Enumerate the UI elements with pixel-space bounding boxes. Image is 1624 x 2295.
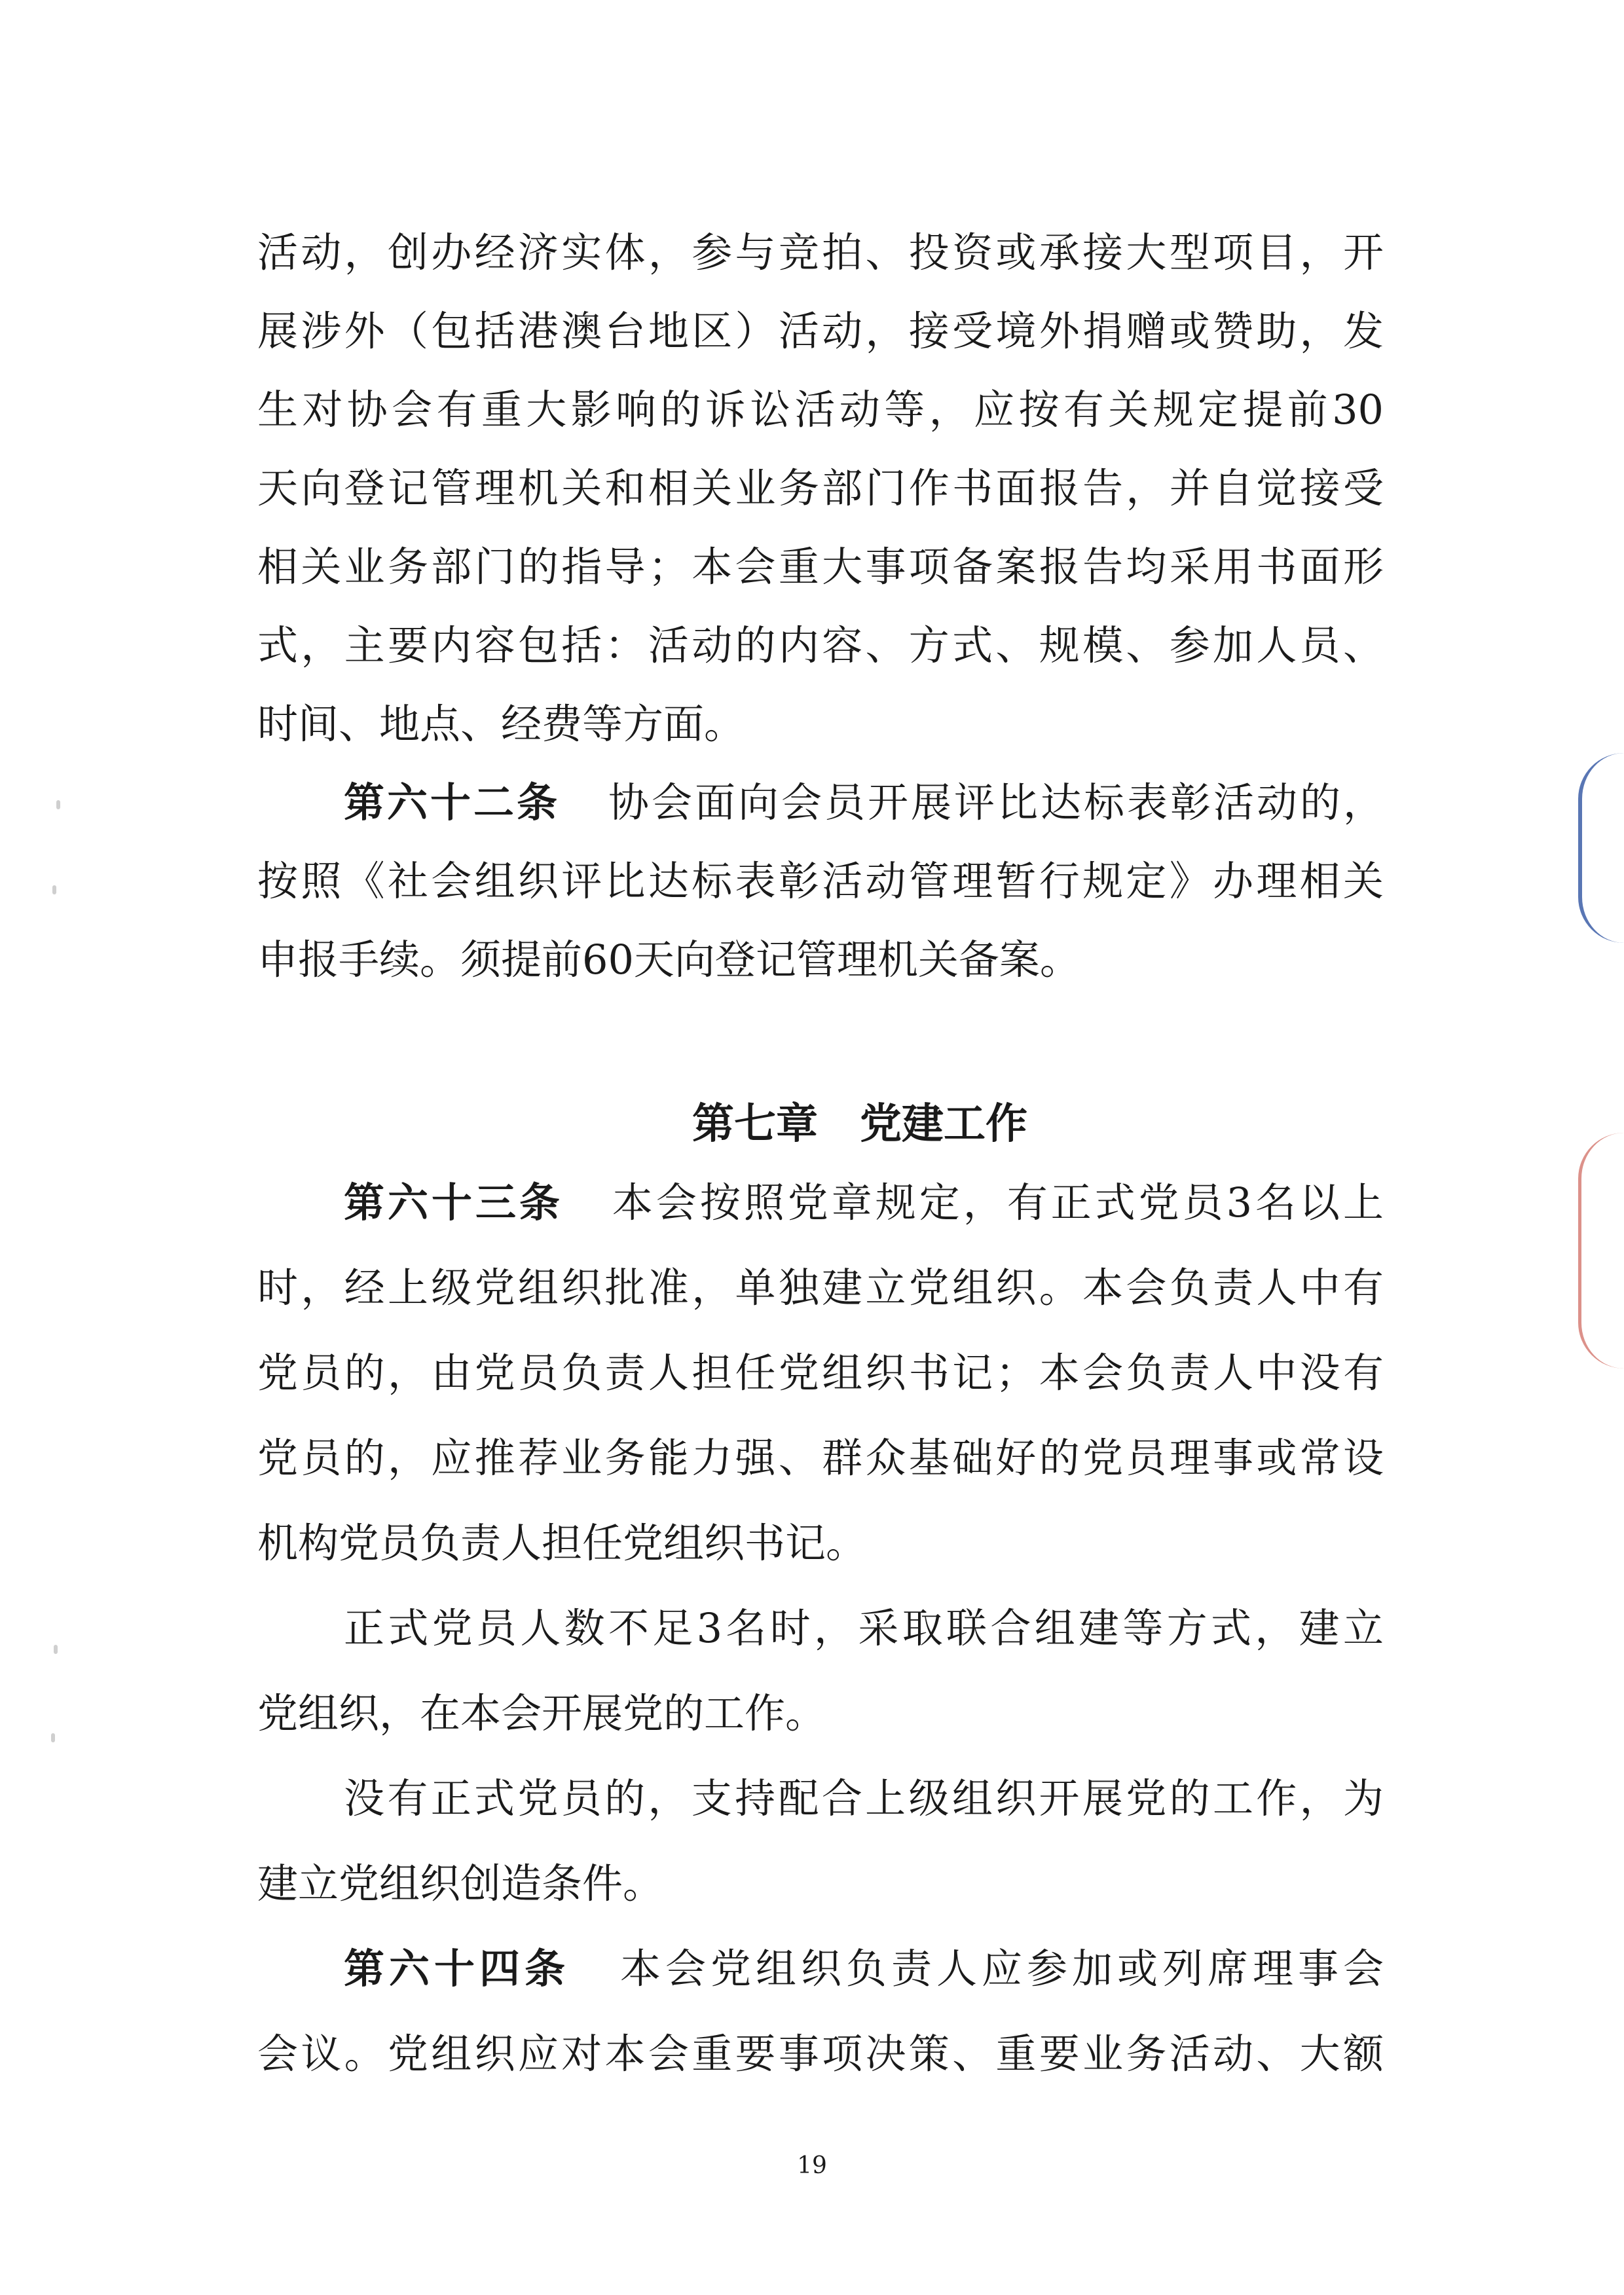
article-63-label: 第六十三条 bbox=[344, 1179, 563, 1226]
body-line: 会议。党组织应对本会重要事项决策、重要业务活动、大额 bbox=[257, 2030, 1384, 2078]
body-line: 活动，创办经济实体，参与竞拍、投资或承接大型项目，开 bbox=[257, 229, 1384, 276]
article-62-text: 协会面向会员开展评比达标表彰活动的， bbox=[606, 779, 1384, 826]
body-line: 党员的，应推荐业务能力强、群众基础好的党员理事或常设 bbox=[257, 1434, 1384, 1482]
article-63-first-line bbox=[257, 1177, 1384, 1229]
chapter-title: 党建工作 bbox=[860, 1100, 1027, 1148]
body-line: 天向登记管理机关和相关业务部门作书面报告，并自觉接受 bbox=[257, 464, 1384, 512]
body-line: 时，经上级党组织批准，单独建立党组织。本会负责人中有 bbox=[257, 1264, 1384, 1312]
scan-mark bbox=[52, 885, 56, 894]
body-line: 建立党组织创造条件。 bbox=[257, 1860, 664, 1907]
article-64-first-line bbox=[257, 1943, 1384, 1995]
scan-mark bbox=[51, 1733, 55, 1742]
scan-mark bbox=[54, 1645, 58, 1654]
seal-fragment-red bbox=[1578, 1133, 1624, 1368]
body-line: 展涉外（包括港澳台地区）活动，接受境外捐赠或赞助，发 bbox=[257, 307, 1384, 355]
article-64-label: 第六十四条 bbox=[344, 1945, 570, 1992]
seal-fragment-blue bbox=[1578, 753, 1624, 943]
body-line: 式，主要内容包括：活动的内容、方式、规模、参加人员、 bbox=[257, 621, 1384, 669]
body-line: 申报手续。须提前60天向登记管理机关备案。 bbox=[257, 936, 1080, 983]
body-line: 没有正式党员的，支持配合上级组织开展党的工作，为 bbox=[344, 1774, 1384, 1822]
body-line: 生对协会有重大影响的诉讼活动等，应按有关规定提前30 bbox=[257, 386, 1384, 433]
body-line: 党组织，在本会开展党的工作。 bbox=[257, 1689, 826, 1737]
body-line: 按照《社会组织评比达标表彰活动管理暂行规定》办理相关 bbox=[257, 857, 1384, 905]
page-number: 19 bbox=[797, 2152, 827, 2179]
article-62-label: 第六十二条 bbox=[344, 779, 560, 826]
article-64-text: 本会党组织负责人应参加或列席理事会 bbox=[616, 1945, 1384, 1992]
chapter-number: 第七章 bbox=[692, 1100, 818, 1148]
body-line: 党员的，由党员负责人担任党组织书记；本会负责人中没有 bbox=[257, 1349, 1384, 1397]
body-line: 正式党员人数不足3名时，采取联合组建等方式，建立 bbox=[344, 1604, 1384, 1652]
chapter-heading bbox=[257, 1098, 1384, 1150]
article-63-text: 本会按照党章规定，有正式党员3名以上 bbox=[608, 1179, 1384, 1226]
scan-mark bbox=[56, 800, 60, 809]
body-line: 相关业务部门的指导；本会重大事项备案报告均采用书面形 bbox=[257, 543, 1384, 591]
body-line: 时间、地点、经费等方面。 bbox=[257, 700, 745, 748]
article-62-first-line bbox=[257, 777, 1384, 829]
body-line: 机构党员负责人担任党组织书记。 bbox=[257, 1519, 867, 1567]
